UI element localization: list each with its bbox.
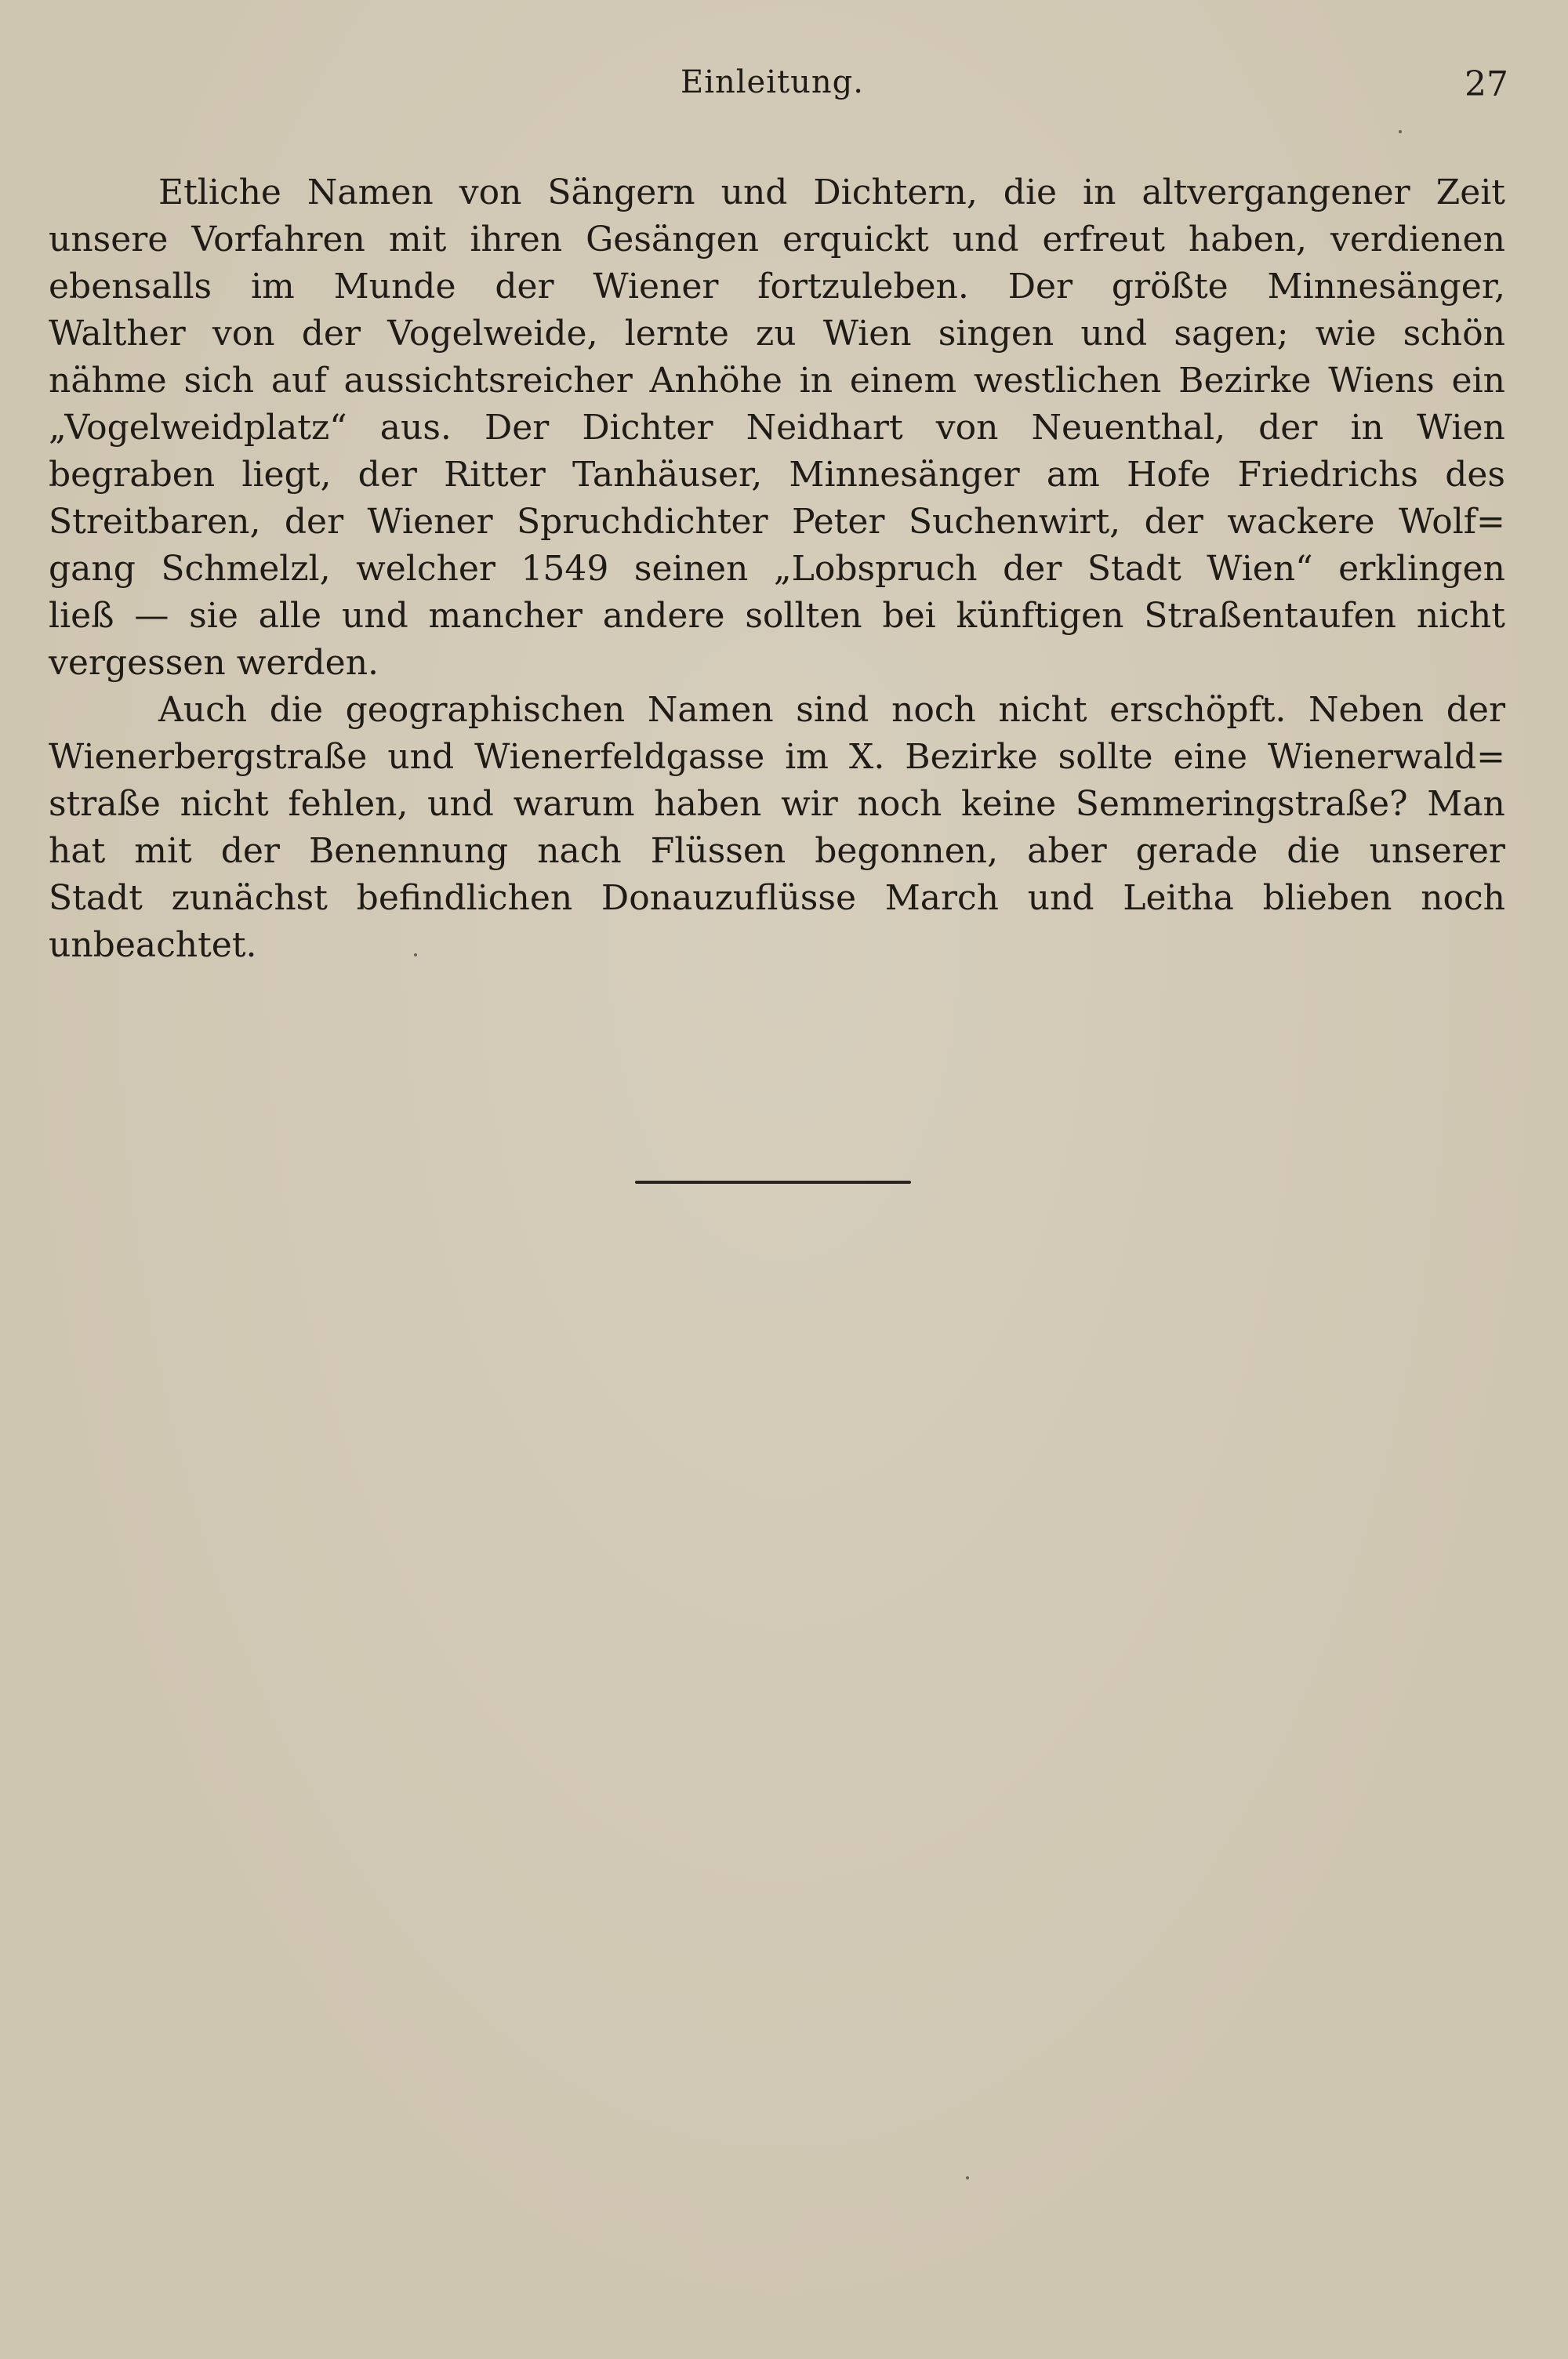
- word: nach: [537, 831, 622, 871]
- word: mancher: [428, 596, 583, 636]
- word: ebensalls: [49, 267, 212, 307]
- word: Wiens: [1328, 361, 1435, 401]
- word: zunächst: [171, 878, 328, 918]
- word: begonnen,: [815, 831, 999, 871]
- running-head: [0, 64, 1568, 111]
- text-line: [49, 357, 1505, 405]
- word: welcher: [356, 549, 495, 589]
- word: wir: [781, 784, 838, 824]
- word: March: [884, 878, 1000, 918]
- text-line: [49, 734, 1505, 781]
- word: Wienerwald=: [1268, 737, 1505, 777]
- word: Stadt: [49, 878, 143, 918]
- word: keine: [960, 784, 1057, 824]
- word: noch: [891, 690, 976, 730]
- word: Gesängen: [586, 220, 760, 259]
- word: von: [459, 172, 522, 212]
- word: nicht: [1416, 596, 1505, 636]
- word: Der: [484, 408, 550, 448]
- word: Dichtern,: [813, 172, 978, 212]
- word: noch: [1421, 878, 1505, 918]
- text-line: [49, 593, 1505, 640]
- word: Wien“: [1207, 549, 1313, 589]
- word: Ritter: [444, 455, 546, 495]
- word: altvergangener: [1142, 172, 1410, 212]
- word: Auch: [158, 690, 248, 730]
- word: und: [341, 596, 408, 636]
- word: auf: [270, 361, 327, 401]
- word: noch: [857, 784, 942, 824]
- word: größte: [1111, 267, 1229, 307]
- word: von: [212, 314, 275, 354]
- word: einem: [849, 361, 957, 401]
- word: sich: [183, 361, 255, 401]
- word: Schmelzl,: [161, 549, 331, 589]
- word: der: [495, 267, 554, 307]
- word: im: [785, 737, 829, 777]
- word: haben,: [1188, 220, 1308, 259]
- word: sollten: [745, 596, 862, 636]
- word: Vogelweide,: [387, 314, 598, 354]
- word: verdienen: [1330, 220, 1505, 259]
- word: ihren: [470, 220, 563, 259]
- word: Bezirke: [905, 737, 1038, 777]
- word: Anhöhe: [649, 361, 782, 401]
- paper-speck: [1399, 130, 1402, 133]
- text-line: [49, 405, 1505, 452]
- word: unbeachtet.: [49, 925, 257, 965]
- word: gang: [49, 549, 136, 589]
- word: der: [220, 831, 280, 871]
- word: befindlichen: [356, 878, 573, 918]
- word: und: [427, 784, 494, 824]
- word: begraben: [49, 455, 216, 495]
- word: der: [1446, 690, 1505, 730]
- word: sollte: [1058, 737, 1153, 777]
- word: Friedrichs: [1237, 455, 1418, 495]
- word: Dichter: [582, 408, 713, 448]
- word: erfreut: [1042, 220, 1165, 259]
- word: —: [134, 596, 169, 636]
- word: singen: [938, 314, 1054, 354]
- word: in: [799, 361, 833, 401]
- word: vergessen: [49, 643, 226, 683]
- word: Stadt: [1087, 549, 1181, 589]
- word: gerade: [1135, 831, 1258, 871]
- word: „Lobspruch: [773, 549, 978, 589]
- word: nicht: [998, 690, 1087, 730]
- word: Semmeringstraße?: [1075, 784, 1408, 824]
- word: fehlen,: [288, 784, 408, 824]
- word: nähme: [49, 361, 167, 401]
- word: fortzuleben.: [757, 267, 969, 307]
- word: Namen: [647, 690, 774, 730]
- word: sagen;: [1174, 314, 1289, 354]
- text-line: [49, 310, 1505, 357]
- word: und: [1080, 314, 1148, 354]
- text-line: [49, 922, 1505, 969]
- word: Munde: [333, 267, 456, 307]
- word: Wolf=: [1398, 502, 1505, 542]
- word: Etliche: [158, 172, 281, 212]
- word: mit: [388, 220, 447, 259]
- word: werden.: [236, 643, 379, 683]
- word: in: [1350, 408, 1384, 448]
- page-number: 27: [1465, 64, 1508, 104]
- text-line: [49, 875, 1505, 922]
- word: der: [301, 314, 361, 354]
- text-line: [49, 263, 1505, 310]
- word: seinen: [633, 549, 749, 589]
- word: lernte: [624, 314, 729, 354]
- word: Minnesänger,: [1267, 267, 1505, 307]
- word: Benennung: [308, 831, 509, 871]
- word: erschöpft.: [1109, 690, 1287, 730]
- closing-rule: [635, 1181, 911, 1184]
- word: Leitha: [1123, 878, 1234, 918]
- word: „Vogelweidplatz“: [49, 408, 347, 448]
- text-line: [49, 687, 1505, 734]
- word: andere: [602, 596, 725, 636]
- text-line: [49, 216, 1505, 263]
- word: Sängern: [547, 172, 695, 212]
- word: Man: [1427, 784, 1505, 824]
- word: sind: [796, 690, 869, 730]
- word: der: [1144, 502, 1203, 542]
- word: Neuenthal,: [1031, 408, 1226, 448]
- word: die: [1287, 831, 1341, 871]
- word: und: [720, 172, 788, 212]
- word: am: [1046, 455, 1100, 495]
- text-line: [49, 452, 1505, 499]
- word: Wiener: [367, 502, 493, 542]
- word: die: [1003, 172, 1058, 212]
- word: Vorfahren: [191, 220, 365, 259]
- word: wackere: [1227, 502, 1375, 542]
- word: geographischen: [345, 690, 626, 730]
- word: Bezirke: [1178, 361, 1312, 401]
- word: aussichtsreicher: [343, 361, 633, 401]
- word: erquickt: [782, 220, 929, 259]
- word: haben: [654, 784, 762, 824]
- word: Minnesänger: [789, 455, 1020, 495]
- paper-speck: [414, 953, 417, 956]
- text-line: [49, 828, 1505, 875]
- word: und: [387, 737, 455, 777]
- word: X.: [849, 737, 885, 777]
- word: Wienerbergstraße: [49, 737, 368, 777]
- word: der: [358, 455, 417, 495]
- word: Tanhäuser,: [572, 455, 763, 495]
- word: aber: [1027, 831, 1107, 871]
- word: künftigen: [956, 596, 1124, 636]
- word: ein: [1451, 361, 1505, 401]
- word: Suchenwirt,: [908, 502, 1121, 542]
- word: 1549: [521, 549, 609, 589]
- word: Peter: [792, 502, 885, 542]
- word: mit: [134, 831, 192, 871]
- word: die: [269, 690, 323, 730]
- word: zu: [756, 314, 797, 354]
- word: ließ: [49, 596, 114, 636]
- word: Namen: [307, 172, 434, 212]
- text-line: [49, 499, 1505, 546]
- word: erklingen: [1338, 549, 1505, 589]
- word: warum: [513, 784, 635, 824]
- word: der: [1003, 549, 1062, 589]
- word: hat: [49, 831, 106, 871]
- paper-speck: [966, 2176, 969, 2179]
- word: Flüssen: [650, 831, 786, 871]
- running-head-title: Einleitung.: [681, 64, 864, 100]
- word: von: [935, 408, 999, 448]
- word: Wien: [822, 314, 912, 354]
- body-text: [49, 169, 1505, 969]
- word: Zeit: [1436, 172, 1505, 212]
- word: Der: [1007, 267, 1073, 307]
- word: in: [1083, 172, 1116, 212]
- word: Spruchdichter: [516, 502, 768, 542]
- word: Wiener: [593, 267, 719, 307]
- word: bei: [882, 596, 936, 636]
- word: schön: [1403, 314, 1505, 354]
- word: straße: [49, 784, 161, 824]
- word: der: [284, 502, 344, 542]
- word: sie: [189, 596, 238, 636]
- word: und: [952, 220, 1019, 259]
- word: im: [250, 267, 295, 307]
- word: Wienerfeldgasse: [474, 737, 765, 777]
- word: nicht: [180, 784, 269, 824]
- text-line: [49, 781, 1505, 828]
- word: Hofe: [1127, 455, 1211, 495]
- word: Neidhart: [746, 408, 903, 448]
- word: Streitbaren,: [49, 502, 261, 542]
- word: aus.: [379, 408, 452, 448]
- text-line: [49, 640, 1505, 687]
- word: alle: [258, 596, 322, 636]
- word: der: [1258, 408, 1318, 448]
- word: und: [1027, 878, 1094, 918]
- word: wie: [1315, 314, 1377, 354]
- word: unserer: [1369, 831, 1505, 871]
- word: eine: [1173, 737, 1248, 777]
- text-line: [49, 169, 1505, 216]
- word: Walther: [49, 314, 186, 354]
- word: Straßentaufen: [1144, 596, 1396, 636]
- word: Wien: [1416, 408, 1505, 448]
- word: Donauzuflüsse: [601, 878, 857, 918]
- word: unsere: [49, 220, 169, 259]
- word: westlichen: [973, 361, 1162, 401]
- word: des: [1445, 455, 1505, 495]
- word: liegt,: [241, 455, 332, 495]
- word: Neben: [1308, 690, 1425, 730]
- text-line: [49, 546, 1505, 593]
- word: blieben: [1262, 878, 1392, 918]
